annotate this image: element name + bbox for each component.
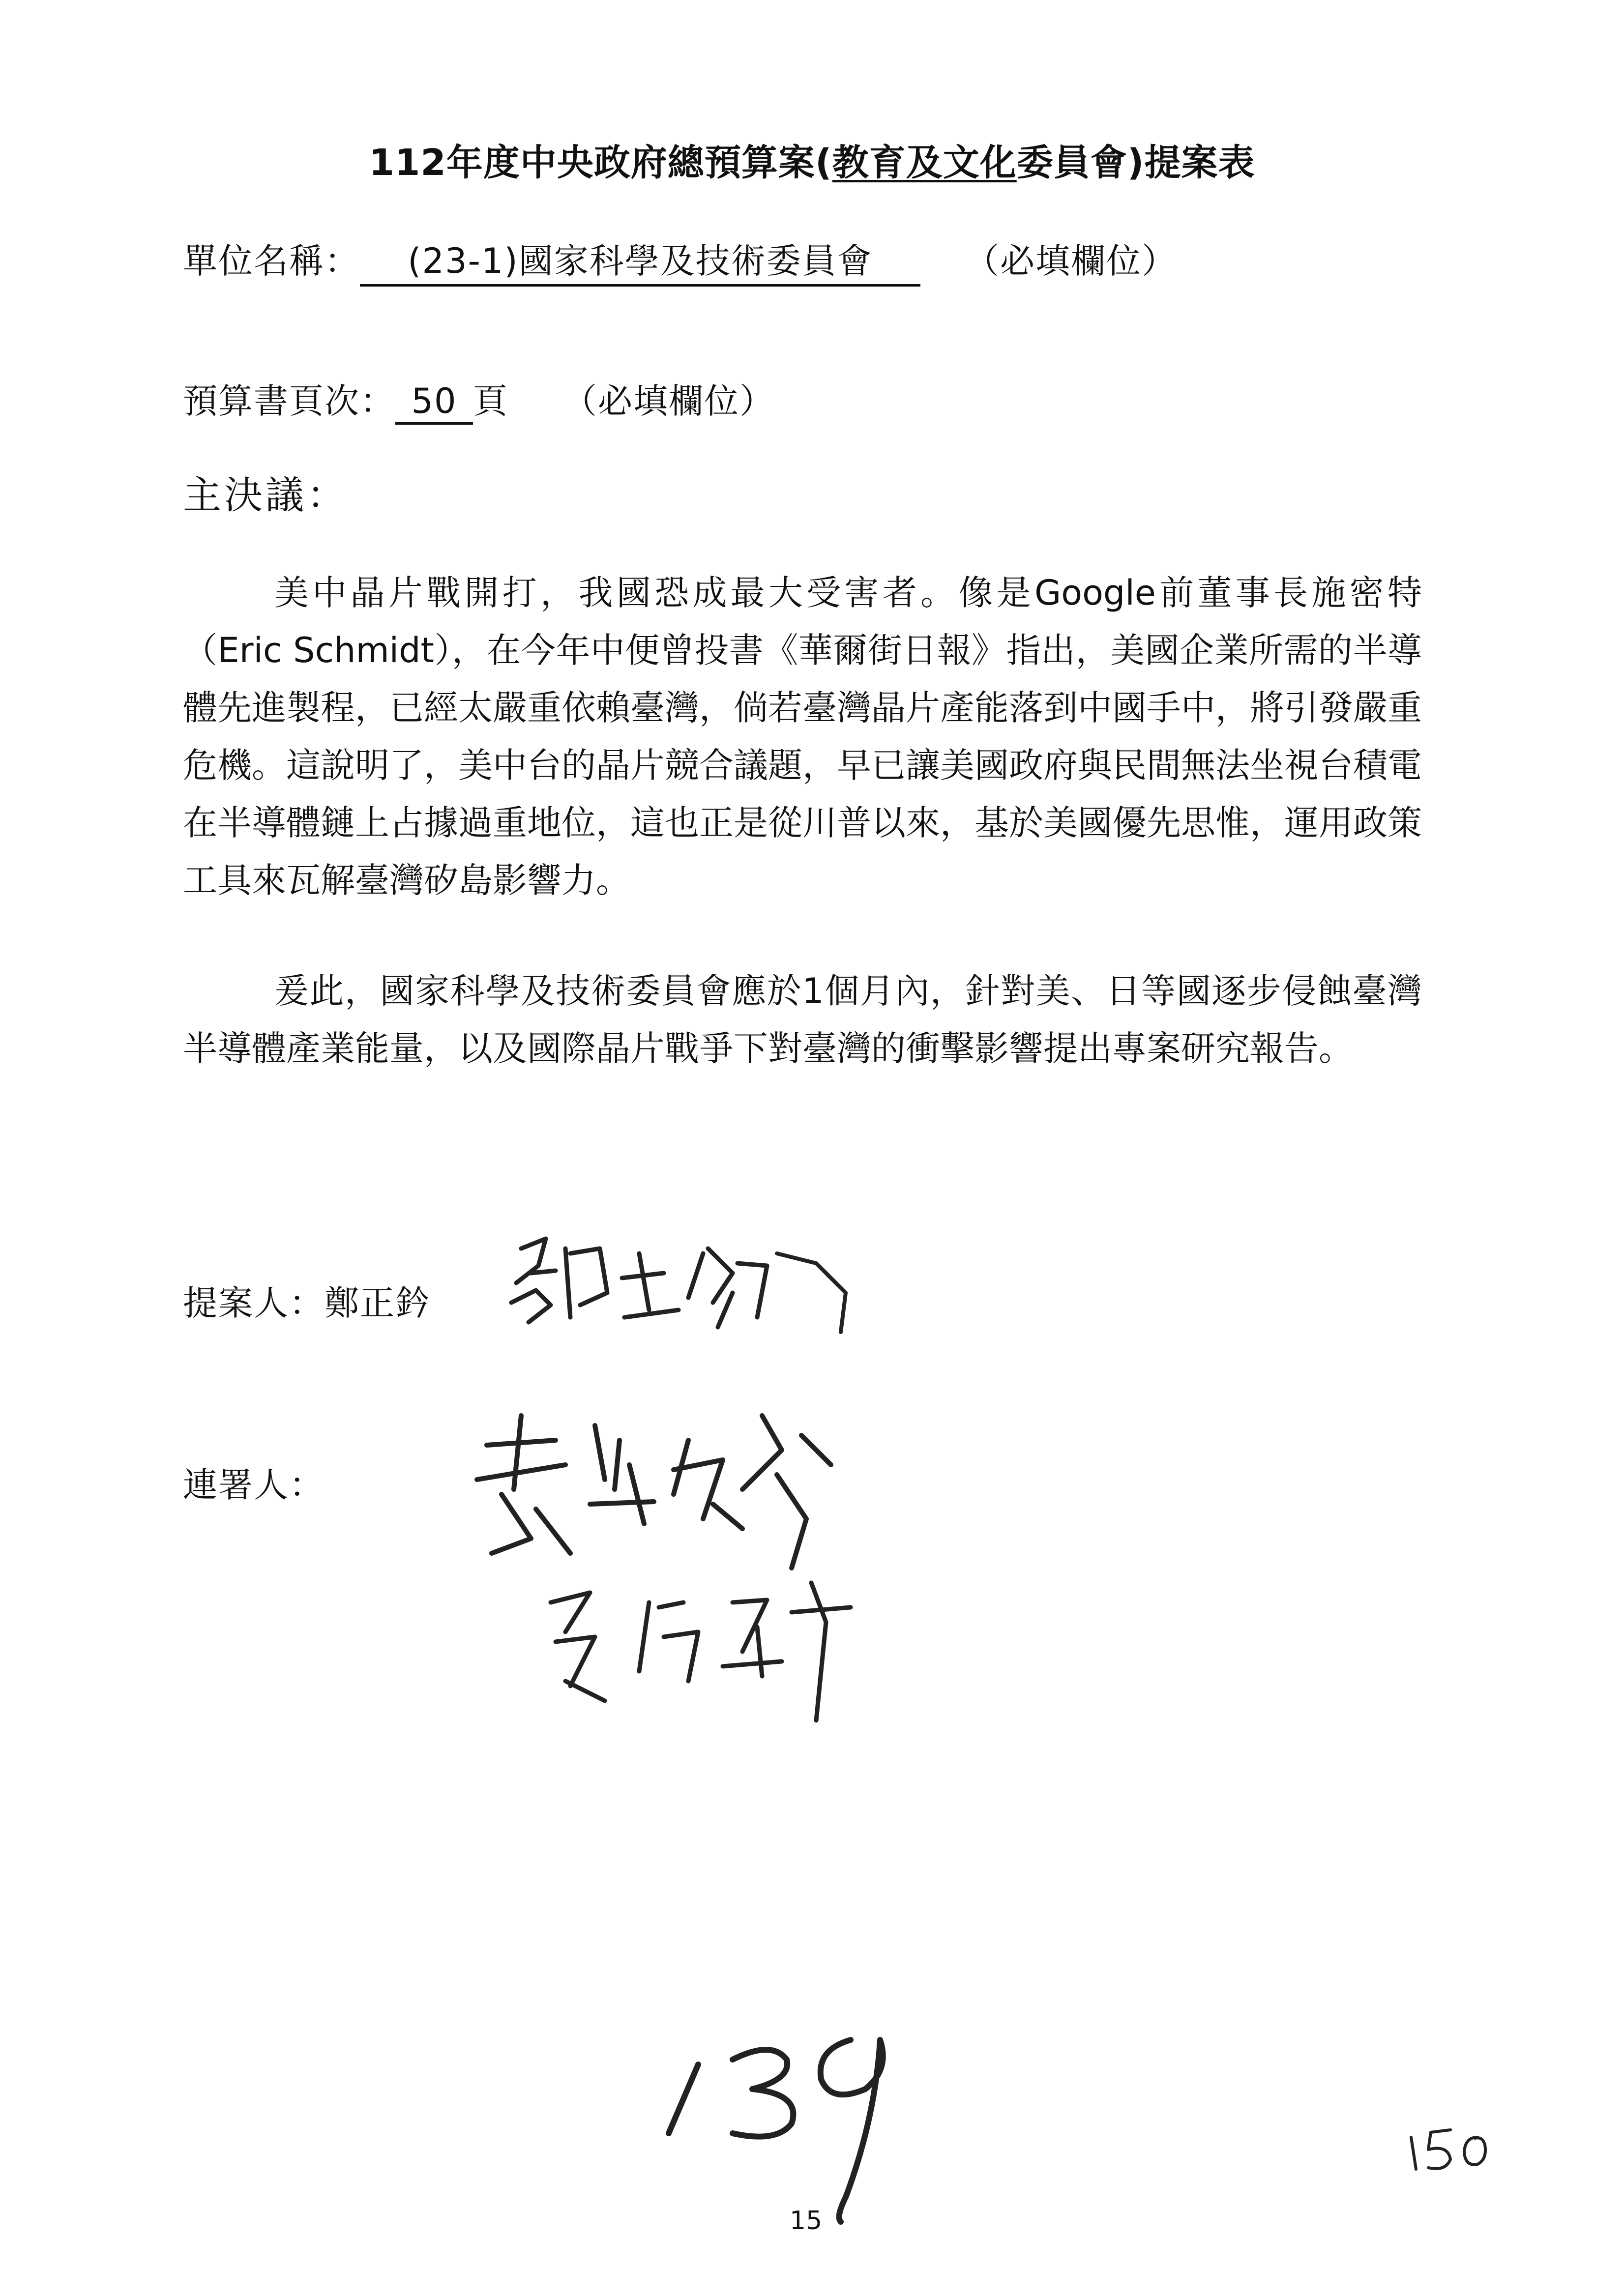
resolution-paragraph-2: 爰此，國家科學及技術委員會應於1個月內，針對美、日等國逐步侵蝕臺灣半導體產業能量，以及國際晶片戰爭下對臺灣的衝擊影響提出專案研究報告。 xyxy=(183,971,1422,1069)
page-number: 15 xyxy=(790,2206,823,2236)
unit-value: (23-1)國家科學及技術委員會 xyxy=(360,233,920,287)
cosigner-signature-1 xyxy=(467,1406,851,1573)
budget-page-unit: 頁 xyxy=(473,381,508,421)
budget-page-required-note: （必填欄位） xyxy=(562,381,775,421)
cosigners-label: 連署人： xyxy=(183,1465,325,1505)
unit-required-note: （必填欄位） xyxy=(965,241,1177,281)
proposer-signature xyxy=(502,1219,856,1347)
proposer-name: 鄭正鈐 xyxy=(325,1283,431,1323)
cosigner-signature-2 xyxy=(536,1573,870,1730)
proposer-row xyxy=(183,1276,431,1325)
budget-page-value: 50 xyxy=(395,381,473,425)
resolution-heading: 主決議： xyxy=(183,473,349,518)
budget-page-label: 預算書頁次： xyxy=(183,381,395,421)
proposer-label: 提案人： xyxy=(183,1283,325,1323)
budget-page-row xyxy=(183,374,775,425)
unit-row xyxy=(183,233,1177,287)
page-title: 112年度中央政府總預算案(教育及文化委員會)提案表 xyxy=(369,142,1255,184)
resolution-paragraph-1: 美中晶片戰開打，我國恐成最大受害者。像是Google前董事長施密特（Eric Schmidt），在今年中便曾投書《華爾街日報》指出，美國企業所需的半導體先進製程，已經太嚴重依賴臺灣，倘若臺灣晶片產能落到中國手中，將引發嚴重危機。這說明了，美中台的晶片競合議題，早已讓美國政府與民間無法坐視台積電在半導體鏈上占據過重地位，這也正是從川普以來，基於美國優先思惟，運用政策工具來瓦解臺灣矽島影響力。 xyxy=(183,573,1422,901)
unit-label: 單位名稱： xyxy=(183,241,360,281)
committee-name: 教育及文化 xyxy=(832,142,1017,184)
